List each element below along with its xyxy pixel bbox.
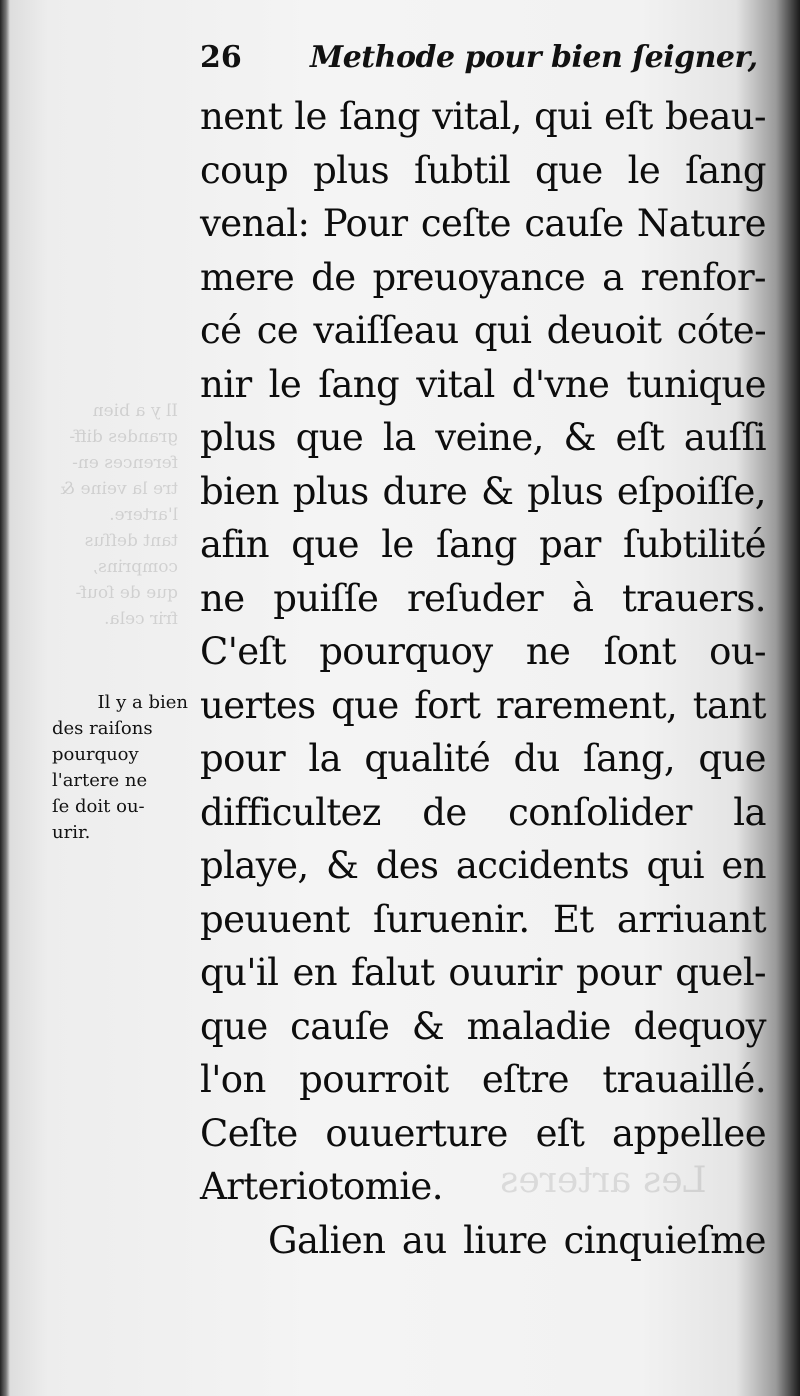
word: peuuent [200, 897, 350, 941]
word: cauſe [524, 202, 624, 245]
word: afin [200, 523, 270, 566]
word: ne [200, 576, 245, 620]
word: & [411, 1004, 445, 1048]
text-line [200, 518, 766, 572]
word: accidents [455, 844, 630, 887]
word: mere [200, 255, 295, 299]
margin-note-line: pourquoy [52, 744, 139, 765]
word: la [308, 737, 342, 780]
word: cé [200, 309, 242, 352]
word: ouuerture [325, 1111, 508, 1155]
word: au [401, 1218, 447, 1262]
word: ſont [603, 630, 676, 673]
text-line [200, 1214, 766, 1268]
word: auſſi [683, 416, 766, 459]
word: d'vne [511, 362, 610, 406]
margin-note-line: l'artere ne [52, 770, 148, 791]
text-line [200, 786, 766, 840]
margin-note-line: urir. [52, 822, 91, 843]
word: ſang [339, 95, 420, 138]
word: cóte- [676, 309, 766, 352]
word: dure [382, 469, 468, 513]
word: dequoy [633, 1004, 766, 1048]
word: Pour [322, 202, 408, 245]
word: ouurir [448, 951, 562, 994]
word: eſtre [481, 1058, 569, 1101]
word: pour [200, 737, 286, 780]
word: du [513, 737, 560, 780]
word: plus [313, 148, 389, 192]
word: nent [200, 95, 283, 138]
margin-note-line: ſe doit ou- [52, 796, 145, 817]
word: ne [525, 630, 571, 673]
text-line [200, 144, 766, 198]
text-line [200, 197, 766, 251]
word: eſpoiſſe, [616, 469, 766, 513]
text-line [200, 1053, 766, 1107]
word: ſuruenir. [372, 897, 530, 941]
word: plus [527, 469, 604, 513]
text-line [200, 839, 766, 893]
word: tant [692, 683, 766, 727]
word: vital [416, 362, 495, 406]
word: cauſe [290, 1004, 390, 1048]
word: trauers. [621, 576, 766, 620]
word: par [539, 523, 601, 566]
word: conſolider [508, 790, 692, 834]
text-line [200, 251, 766, 305]
word: qualité [364, 737, 491, 780]
word: deuoit [546, 309, 662, 352]
word: qui [473, 309, 532, 352]
word: C'eſt [200, 630, 286, 673]
text-line [200, 304, 766, 358]
word: le [627, 148, 661, 192]
word: pourroit [299, 1058, 449, 1101]
word: que [295, 416, 364, 459]
text-line [200, 732, 766, 786]
text-line [200, 946, 766, 1000]
word: Ceſte [200, 1111, 298, 1155]
word: difficultez [200, 790, 381, 834]
word: uertes [200, 683, 316, 727]
word: le [381, 523, 414, 566]
word: playe, [200, 844, 309, 887]
word: ſang [435, 523, 517, 566]
word: le [268, 362, 302, 406]
word: que [291, 523, 359, 566]
word: pourquoy [319, 630, 493, 673]
text-line [200, 1000, 766, 1054]
word: puiſſe [273, 576, 379, 620]
word: nir [200, 362, 252, 406]
word: eſt [615, 416, 665, 459]
word: la [382, 416, 416, 459]
word: preuoyance [372, 255, 586, 299]
word: cinquieſme [563, 1218, 766, 1262]
text-line [200, 411, 766, 465]
text-line [200, 625, 766, 679]
word: que [331, 683, 399, 727]
word: ſang, [583, 737, 676, 780]
word: maladie [466, 1004, 611, 1048]
margin-note [52, 690, 192, 846]
word: ceſte [420, 202, 511, 245]
word: qui [534, 95, 592, 138]
word: falut [351, 951, 435, 994]
word: que [200, 1004, 268, 1048]
word: plus [200, 416, 276, 459]
word: ſang [685, 148, 766, 192]
word: coup [200, 148, 289, 192]
word: eſt [604, 95, 653, 138]
word: venal: [200, 202, 310, 245]
text-line [200, 1160, 766, 1214]
word: & [480, 469, 514, 513]
word: & [325, 844, 359, 887]
word: qu'il [200, 951, 279, 994]
word: vaiſſeau [313, 309, 459, 352]
word: que [698, 737, 766, 780]
margin-note-line: Il y a bien [97, 692, 188, 713]
word: la [733, 790, 766, 834]
word: que [535, 148, 603, 192]
margin-note-line: des raiſons [52, 718, 153, 739]
word: à [571, 576, 594, 620]
word: liure [463, 1218, 548, 1262]
text-line [200, 893, 766, 947]
text-line [200, 90, 766, 144]
word: appellee [612, 1111, 766, 1155]
word: & [563, 416, 596, 459]
running-head-title: Methode pour bien ſeigner, [310, 40, 758, 75]
word: reſuder [406, 576, 544, 620]
text-line [200, 679, 766, 733]
word: ce [256, 309, 299, 352]
word: ſang [318, 362, 400, 406]
word: de [311, 255, 356, 299]
show-through-text: Il y a bien grandes diff- ferences en- tre la veine & l'artere. tant deſſus comprins, que de ſouf- frir cela. [60, 401, 179, 629]
word: qui [646, 844, 705, 887]
word: beau- [664, 95, 766, 138]
body-text [200, 90, 770, 1267]
show-through-heading: Les arteres [500, 1160, 707, 1201]
word: plus [292, 469, 369, 513]
word: bien [200, 469, 279, 513]
word: vital, [432, 95, 522, 138]
text-line [200, 358, 766, 412]
word: trauaillé. [602, 1058, 766, 1101]
word: ſubtil [413, 148, 511, 192]
word: ou- [709, 630, 766, 673]
word: a [602, 255, 624, 299]
word: Nature [636, 202, 766, 245]
running-head [200, 40, 758, 84]
word: eſt [535, 1111, 585, 1155]
word: ſubtilité [623, 523, 766, 566]
word: des [375, 844, 439, 887]
page-number: 26 [200, 40, 242, 75]
text-line [200, 1107, 766, 1161]
text-line [200, 572, 766, 626]
word: le [294, 95, 327, 138]
word: l'on [200, 1058, 266, 1101]
word: Et [552, 897, 594, 941]
word: fort [414, 683, 481, 727]
word: veine, [435, 416, 544, 459]
word: arriuant [616, 897, 766, 941]
word: rarement, [495, 683, 678, 727]
word: de [422, 790, 467, 834]
word: en [292, 951, 337, 994]
text-line [200, 465, 766, 519]
word: quel- [675, 951, 766, 994]
word: Galien [268, 1218, 386, 1262]
word: en [721, 844, 766, 887]
word: pour [576, 951, 662, 994]
word: Arteriotomie. [200, 1165, 443, 1208]
word: tunique [626, 362, 766, 406]
word: renfor- [640, 255, 766, 299]
